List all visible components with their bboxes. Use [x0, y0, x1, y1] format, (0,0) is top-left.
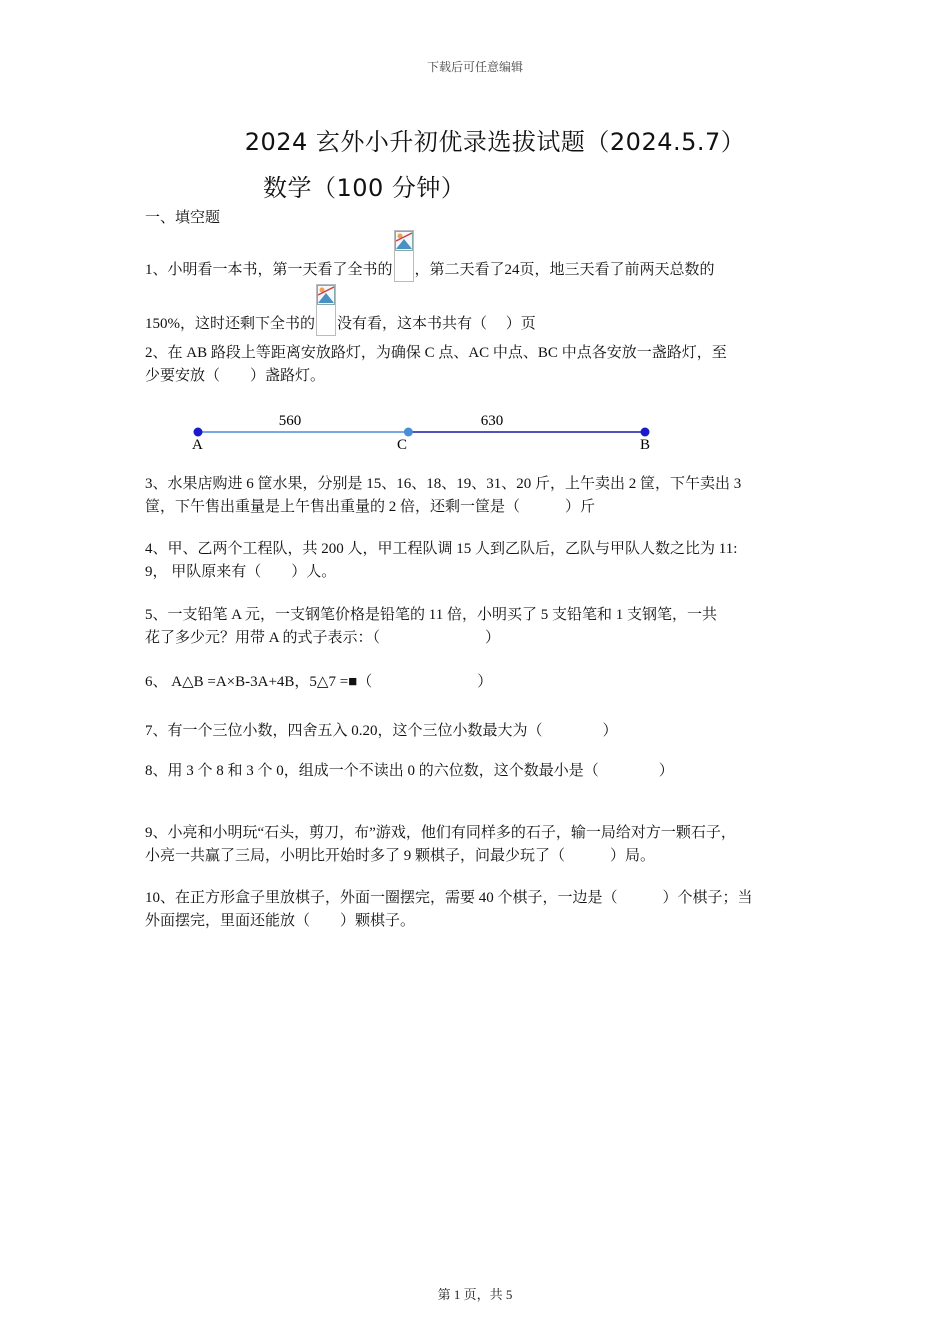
question-9	[145, 822, 845, 868]
point-b-label: B	[640, 437, 651, 453]
question-3	[145, 473, 825, 519]
point-c-dot	[404, 428, 413, 437]
question-1-line-1	[145, 230, 825, 282]
question-4-line-2: 9， 甲队原来有（ ）人。	[145, 564, 337, 580]
section-heading: 一、填空题	[145, 210, 221, 226]
question-5	[145, 604, 825, 650]
segment-diagram	[180, 405, 670, 460]
question-10	[145, 887, 825, 933]
question-5-line-2: 花了多少元？用带 A 的式子表示：（ ）	[145, 630, 501, 646]
question-4-line-1: 4、甲、乙两个工程队，共 200 人，甲工程队调 15 人到乙队后，乙队与甲队人数之比为 11:	[145, 541, 738, 557]
question-1-text-d: 没有看，这本书共有（ ）页	[337, 316, 536, 332]
question-3-line-2: 筐，下午售出重量是上午售出重量的 2 倍，还剩一筐是（ ）斤	[145, 499, 596, 515]
question-10-line-1: 10、在正方形盒子里放棋子，外面一圈摆完，需要 40 个棋子，一边是（ ）个棋子；当	[145, 890, 753, 906]
point-b-dot	[641, 428, 650, 437]
fraction-image-placeholder	[316, 284, 336, 336]
question-3-line-1: 3、水果店购进 6 筐水果，分别是 15、16、18、19、31、20 斤，上午卖出 2 筐，下午卖出 3	[145, 476, 742, 492]
question-8: 8、用 3 个 8 和 3 个 0，组成一个不读出 0 的六位数，这个数最小是（ ）	[145, 763, 674, 779]
question-1-line-2	[145, 284, 825, 336]
point-a-dot	[194, 428, 203, 437]
question-5-line-1: 5、一支铅笔 A 元，一支钢笔价格是铅笔的 11 倍，小明买了 5 支铅笔和 1 支钢笔，一共	[145, 607, 717, 623]
question-2-line-2: 少要安放（ ）盏路灯。	[145, 368, 326, 384]
segment-ac-label: 560	[278, 413, 302, 429]
page-footer: 第 1 页，共 5	[437, 1287, 513, 1302]
question-7: 7、有一个三位小数，四舍五入 0.20，这个三位小数最大为（ ）	[145, 723, 618, 739]
segment-cb-label: 630	[480, 413, 504, 429]
question-1-text-a: 1、小明看一本书，第一天看了全书的	[145, 262, 393, 278]
question-9-line-1: 9、小亮和小明玩“石头，剪刀，布”游戏，他们有同样多的石子，输一局给对方一颗石子，	[145, 825, 736, 841]
header-note: 下载后可任意编辑	[426, 60, 523, 74]
exam-title: 2024 玄外小升初优录选拔试题（2024.5.7）	[244, 128, 746, 156]
question-1-text-c: 150%，这时还剩下全书的	[145, 316, 315, 332]
question-2-line-1: 2、在 AB 路段上等距离安放路灯，为确保 C 点、AC 中点、BC 中点各安放一盏路灯，至	[145, 345, 727, 361]
question-4	[145, 538, 825, 584]
question-10-line-2: 外面摆完，里面还能放（ ）颗棋子。	[145, 913, 416, 929]
question-1-text-b: ，第二天看了24页，地三天看了前两天总数的	[414, 262, 715, 278]
question-2	[145, 342, 825, 388]
question-6: 6、 A△B =A×B-3A+4B，5△7 =■（ ）	[145, 674, 493, 690]
question-9-line-2: 小亮一共赢了三局，小明比开始时多了 9 颗棋子，问最少玩了（ ）局。	[145, 848, 656, 864]
exam-subtitle: 数学（100 分钟）	[263, 174, 466, 202]
fraction-image-placeholder	[394, 230, 414, 282]
point-c-label: C	[397, 437, 408, 453]
point-a-label: A	[192, 437, 203, 453]
